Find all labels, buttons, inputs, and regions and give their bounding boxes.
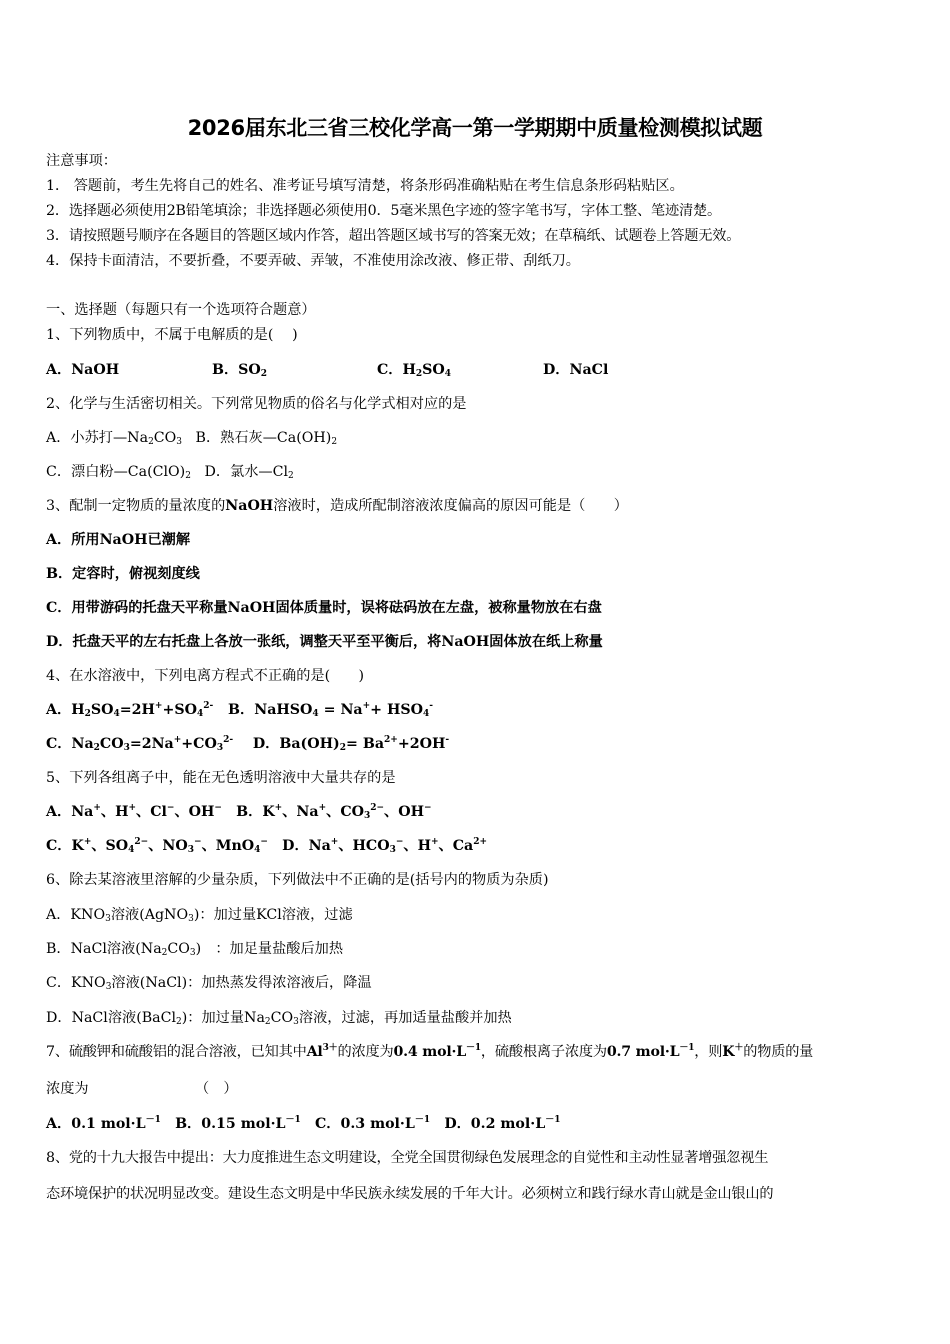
question-3-option-d: D．托盘天平的左右托盘上各放一张纸，调整天平至平衡后，将NaOH固体放在纸上称量 — [46, 634, 603, 650]
question-7-stem-line-1: 7、硫酸钾和硫酸铝的混合溶液，已知其中$Al^{3+}$的浓度为0.4 $mol\cdot L^{-1}$，硫酸根离子浓度为0.7 $mol\cdot L^{-1}$，则K＋的物质的量 — [46, 1043, 814, 1060]
question-5-stem: 5、下列各组离子中，能在无色透明溶液中大量共存的是 — [46, 770, 396, 786]
question-6-option-a: A．$KNO_3$溶液(AgNO$_3$)：加过量KCl溶液，过滤 — [46, 907, 353, 924]
question-4-stem: 4、在水溶液中，下列电离方程式不正确的是( ) — [46, 668, 365, 684]
notice-item-4: 4．保持卡面清洁，不要折叠，不要弄破、弄皱，不准使用涂改液、修正带、刮纸刀。 — [46, 253, 580, 269]
question-5-options-line-1: A．Na+、H+、Cl−、OH− B．K+、Na+、$CO_3^{2-}$、OH− — [46, 803, 432, 821]
notice-item-2: 2．选择题必须使用2B铅笔填涂；非选择题必须使用0．5毫米黑色字迹的签字笔书写，字体工整、笔迹清楚。 — [46, 203, 721, 219]
question-4-options-line-2: C．$Na_2CO_3=2Na^++CO_3^{2-}$ D．$Ba(OH)_2= Ba^{2+}+2OH^-$ — [46, 735, 450, 753]
q1-option-a: A．NaOH — [46, 362, 120, 378]
notice-item-1: 1． 答题前，考生先将自己的姓名、准考证号填写清楚，将条形码准确粘贴在考生信息条形码粘贴区。 — [46, 178, 684, 194]
question-1-stem: 1、下列物质中，不属于电解质的是( ) — [46, 327, 298, 343]
question-6-option-c: C．$KNO_3$溶液(NaCl)：加热蒸发得浓溶液后，降温 — [46, 975, 372, 992]
question-7-options: A．0.1 $mol\cdot L^{-1}$ B．0.15 $mol\cdot L^{-1}$ C．0.3 $mol\cdot L^{-1}$ D．0.2 $mol\cdot L^{-1}$ — [46, 1115, 561, 1132]
q1-option-b: B．$SO_2$ — [212, 362, 268, 379]
question-8-line-1: 8、党的十九大报告中提出：大力度推进生态文明建设，全党全国贯彻绿色发展理念的自觉性和主动性显著增强忽视生 — [46, 1150, 769, 1166]
question-6-option-b: B．NaCl溶液$(Na_2CO_3)$ ：加足量盐酸后加热 — [46, 941, 344, 958]
question-3-option-b: B．定容时，俯视刻度线 — [46, 566, 200, 582]
question-6-option-d: D．NaCl溶液(BaCl$_2$)：加过量$Na_2CO_3$溶液，过滤，再加适量盐酸并加热 — [46, 1010, 512, 1027]
q1-option-d: D．NaCl — [543, 362, 609, 378]
q1-option-c: C．$H_2SO_4$ — [377, 362, 452, 379]
question-7-stem-line-2: 浓度为 （ ） — [46, 1081, 238, 1097]
question-3-option-a: A．所用NaOH已潮解 — [46, 532, 191, 548]
question-4-options-line-1: A．$H_2SO_4=2H^++SO_4^{2-}$ B．NaHSO$_4$ = $Na^++ HSO_4^-$ — [46, 701, 434, 719]
question-3-option-c: C．用带游码的托盘天平称量NaOH固体质量时，误将砝码放在左盘，被称量物放在右盘 — [46, 600, 602, 616]
notice-heading: 注意事项： — [46, 153, 117, 169]
question-3-stem: 3、配制一定物质的量浓度的NaOH溶液时，造成所配制溶液浓度偏高的原因可能是（ ） — [46, 498, 628, 514]
question-2-options-line-1: A．小苏打$—Na_2CO_3$ B．熟石灰$—Ca(OH)_2$ — [46, 430, 338, 447]
question-6-stem: 6、除去某溶液里溶解的少量杂质，下列做法中不正确的是(括号内的物质为杂质) — [46, 872, 549, 888]
question-2-stem: 2、化学与生活密切相关。下列常见物质的俗名与化学式相对应的是 — [46, 396, 467, 412]
question-5-options-line-2: C．K+、$SO_4^{2-}$、$NO_3^-$、MnO$_4$− D．Na+、$HCO_3^-$、H+、$Ca^{2+}$ — [46, 837, 488, 855]
page-title: 2026届东北三省三校化学高一第一学期期中质量检测模拟试题 — [187, 116, 763, 140]
section-heading: 一、选择题（每题只有一个选项符合题意） — [46, 302, 316, 318]
notice-item-3: 3．请按照题号顺序在各题目的答题区域内作答，超出答题区域书写的答案无效；在草稿纸、试题卷上答题无效。 — [46, 228, 741, 244]
question-2-options-line-2: C．漂白粉$—Ca(ClO)_2$ D．氯水$—Cl_2$ — [46, 464, 294, 481]
question-8-line-2: 态环境保护的状况明显改变。建设生态文明是中华民族永续发展的千年大计。必须树立和践行绿水青山就是金山银山的 — [46, 1186, 774, 1202]
